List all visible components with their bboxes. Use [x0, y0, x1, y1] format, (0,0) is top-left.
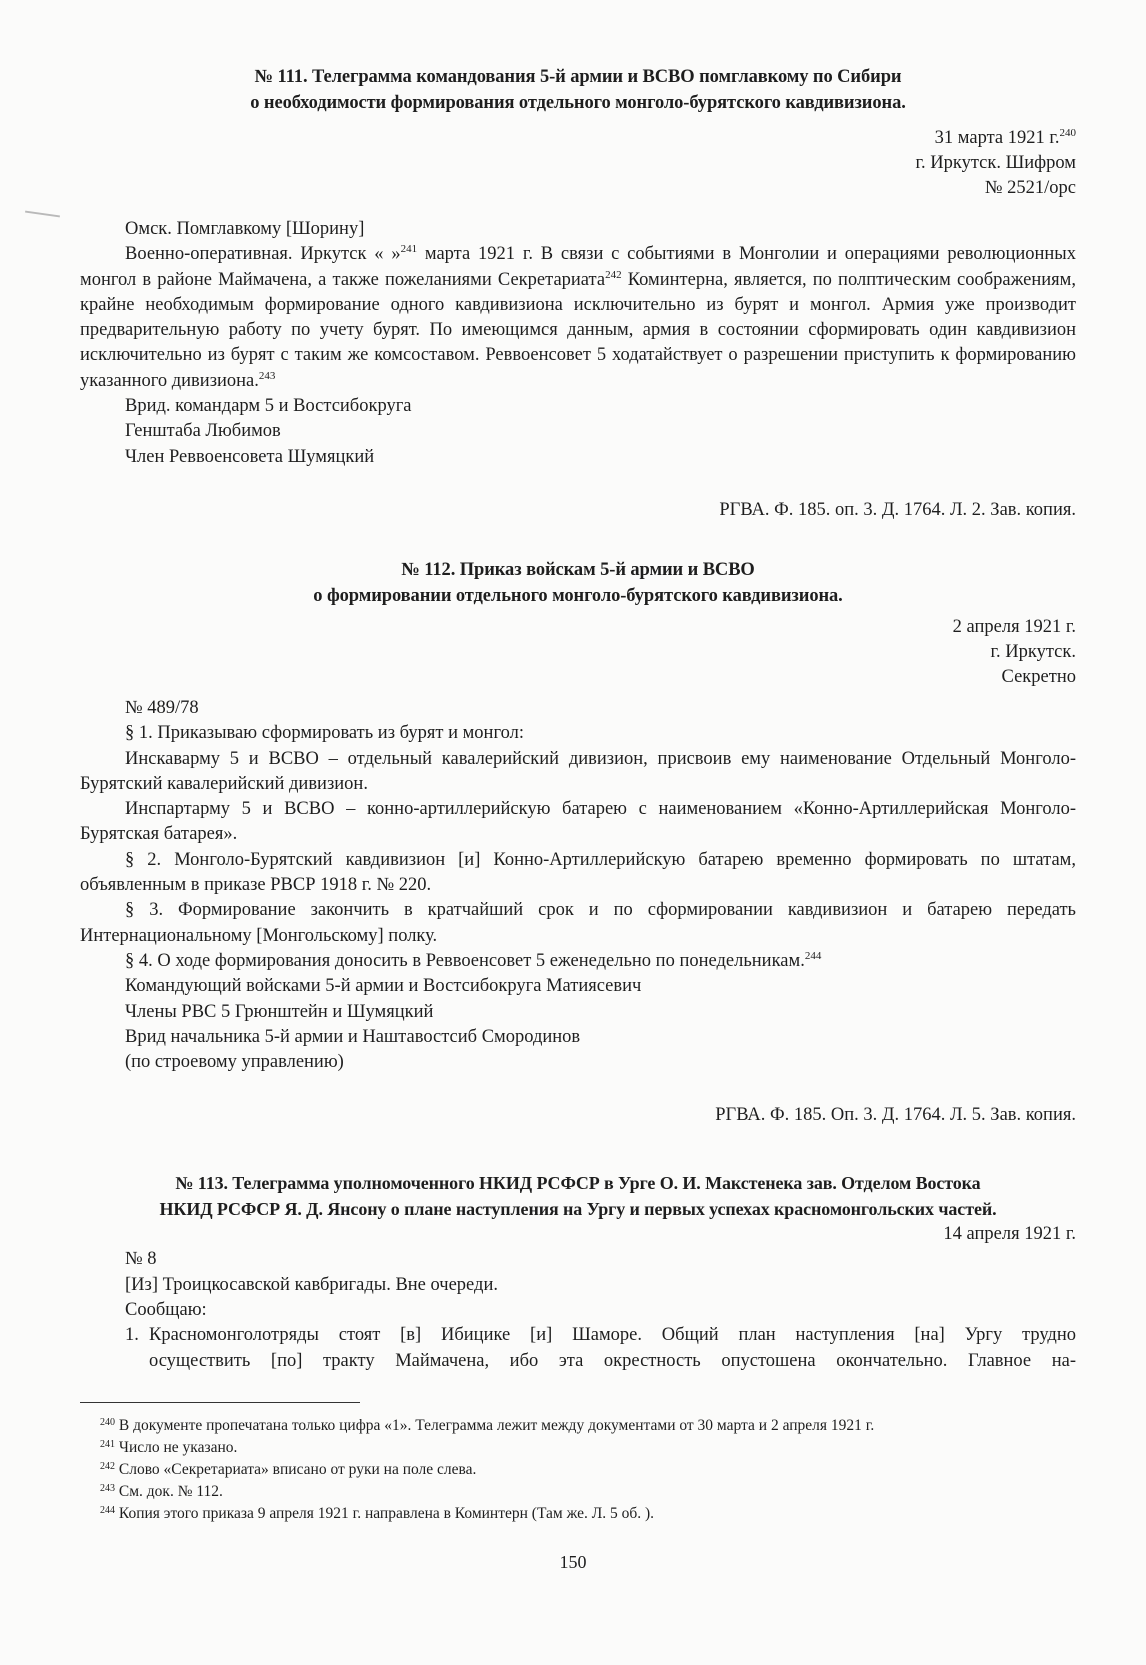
footnote-240: $^{240}$ В документе пропечатана только цифра «1». Телеграмма лежит между документами от 30 марта и 2 апреля 1921 г.: [100, 1416, 875, 1434]
doc-112-number: № 489/78: [125, 697, 199, 718]
doc-111-date: 31 марта 1921 г.$^{240}$: [934, 127, 1076, 148]
footnote-ref[interactable]: 244: [804, 949, 822, 962]
doc-112-paragraph: § 2. Монголо-Бурятский кавдивизион [и] Конно-Артиллерийскую батарею временно формировать по штатам, объявленным в приказе РВСР 1918 г. № 220.: [80, 849, 1076, 896]
footnote-ref[interactable]: 240: [1059, 127, 1076, 139]
footnote-divider: [80, 1402, 360, 1403]
footnote-242: $^{242}$ Слово «Секретариата» вписано от руки на поле слева.: [100, 1460, 477, 1478]
title-line: № 112. Приказ войскам 5-й армии и ВСВО: [401, 559, 755, 580]
doc-113-list-item: [80, 1323, 1076, 1374]
doc-111-number: № 2521/орс: [984, 178, 1076, 198]
title-line: № 113. Телеграмма уполномоченного НКИД РСФСР в Урге О. И. Макстенека зав. Отделом Востока: [175, 1173, 981, 1194]
footnote-241: $^{241}$ Число не указано.: [100, 1438, 238, 1456]
document-page: [80, 64, 1076, 1525]
doc-111-signature: Генштаба Любимов: [125, 421, 281, 442]
title-line: о необходимости формирования отдельного монголо-бурятского кавдивизиона.: [250, 93, 906, 113]
doc-112-paragraph: Инскаварму 5 и ВСВО – отдельный кавалерийский дивизион, присвоив ему наименование Отдельный Монголо-Бурятский кавалерийский дивизион.: [80, 748, 1076, 794]
doc-112-signature: Врид начальника 5-й армии и Наштавостсиб Смородинов: [125, 1026, 581, 1047]
doc-111-title: [80, 64, 1076, 116]
doc-112-paragraph: Инспартарму 5 и ВСВО – конно-артиллерийскую батарею с наименованием «Конно-Артиллерийская Монголо-Бурятская батарея».: [80, 799, 1076, 845]
doc-112-signature: (по строевому управлению): [125, 1052, 344, 1073]
footnote-244: $^{244}$ Копия этого приказа 9 апреля 1921 г. направлена в Коминтерн (Там же. Л. 5 об. ).: [100, 1504, 655, 1522]
page-number: 150: [559, 1552, 587, 1572]
footnote-ref[interactable]: 241: [400, 243, 418, 256]
doc-111-archive-ref: РГВА. Ф. 185. оп. 3. Д. 1764. Л. 2. Зав. копия.: [719, 499, 1076, 520]
document-111: [80, 64, 1076, 523]
doc-112-place: г. Иркутск.: [990, 641, 1076, 662]
list-item-number: 1.: [125, 1325, 139, 1346]
doc-112-signature: Командующий войсками 5-й армии и Востсибокруга Матиясевич: [125, 976, 642, 997]
title-line: НКИД РСФСР Я. Д. Янсону о плане наступления на Ургу и первых успехах красномонгольских частей.: [159, 1199, 997, 1220]
doc-111-place: г. Иркутск. Шифром: [915, 153, 1076, 173]
doc-113-number: № 8: [125, 1249, 157, 1270]
doc-111-signature: Член Реввоенсовета Шумяцкий: [125, 446, 375, 467]
footnote-243: $^{243}$ См. док. № 112.: [100, 1482, 223, 1500]
doc-112-classification: Секретно: [1001, 666, 1076, 687]
title-line: № 111. Телеграмма командования 5-й армии и ВСВО помглавкому по Сибири: [254, 67, 902, 87]
list-item-text: Красномонголотряды стоят [в] Ибицике [и] Шаморе. Общий план наступления [на] Ургу трудно: [149, 1325, 1076, 1346]
list-item-text: осуществить [по] тракту Маймачена, ибо эта окрестность опустошена окончательно. Главное на-: [149, 1350, 1076, 1371]
doc-112-paragraph: § 4. О ходе формирования доносить в Реввоенсовет 5 еженедельно по понедельникам.$^{244}$: [125, 949, 822, 971]
doc-113-title: [80, 1170, 1076, 1222]
doc-113-line: Сообщаю:: [125, 1300, 207, 1321]
document-112: [80, 557, 1076, 1128]
doc-113-date: 14 апреля 1921 г.: [943, 1224, 1076, 1245]
margin-pencil-mark: [25, 211, 60, 218]
doc-111-signature: Врид. командарм 5 и Востсибокруга: [125, 396, 412, 417]
doc-112-date: 2 апреля 1921 г.: [952, 616, 1076, 637]
doc-113-line: [Из] Троицкосавской кавбригады. Вне очереди.: [125, 1274, 498, 1295]
doc-111-addressee: Омск. Помглавкому [Шорину]: [125, 219, 365, 239]
document-113: [80, 1170, 1076, 1373]
footnotes: [80, 1415, 1076, 1525]
footnote-ref[interactable]: 243: [258, 369, 276, 382]
doc-112-signature: Члены РВС 5 Грюнштейн и Шумяцкий: [125, 1001, 434, 1022]
doc-112-paragraph: § 1. Приказываю сформировать из бурят и монгол:: [125, 723, 524, 744]
title-line: о формировании отдельного монголо-бурятского кавдивизиона.: [313, 585, 843, 606]
doc-112-paragraph: § 3. Формирование закончить в кратчайший срок и по сформировании кавдивизион и батарею передать Интернациональному [Монгольскому] полку.: [80, 900, 1076, 946]
footnote-ref[interactable]: 242: [605, 268, 622, 281]
doc-112-title: [80, 557, 1076, 609]
doc-111-body: Военно-оперативная. Иркутск « »$^{241}$ марта 1921 г. В связи с событиями в Монголии и операциями революционных монгол в районе Маймачена, а также пожеланиями Секретариата$^{242}$ Коминтерна, является, по полптическим соображениям, крайне необходимым формирование одного кавдивизиона исключительно из бурят и монгол. Армия уже производит предварительную работу по учету бурят. По имеющимся данным, армия в состоянии сформировать один кавдивизион исключительно из бурят с таким же комсоставом. Реввоенсовет 5 ходатайствует о разрешении приступить к формированию указанного дивизиона.$^{243}$: [80, 243, 1076, 391]
doc-112-archive-ref: РГВА. Ф. 185. Оп. 3. Д. 1764. Л. 5. Зав. копия.: [715, 1105, 1076, 1126]
